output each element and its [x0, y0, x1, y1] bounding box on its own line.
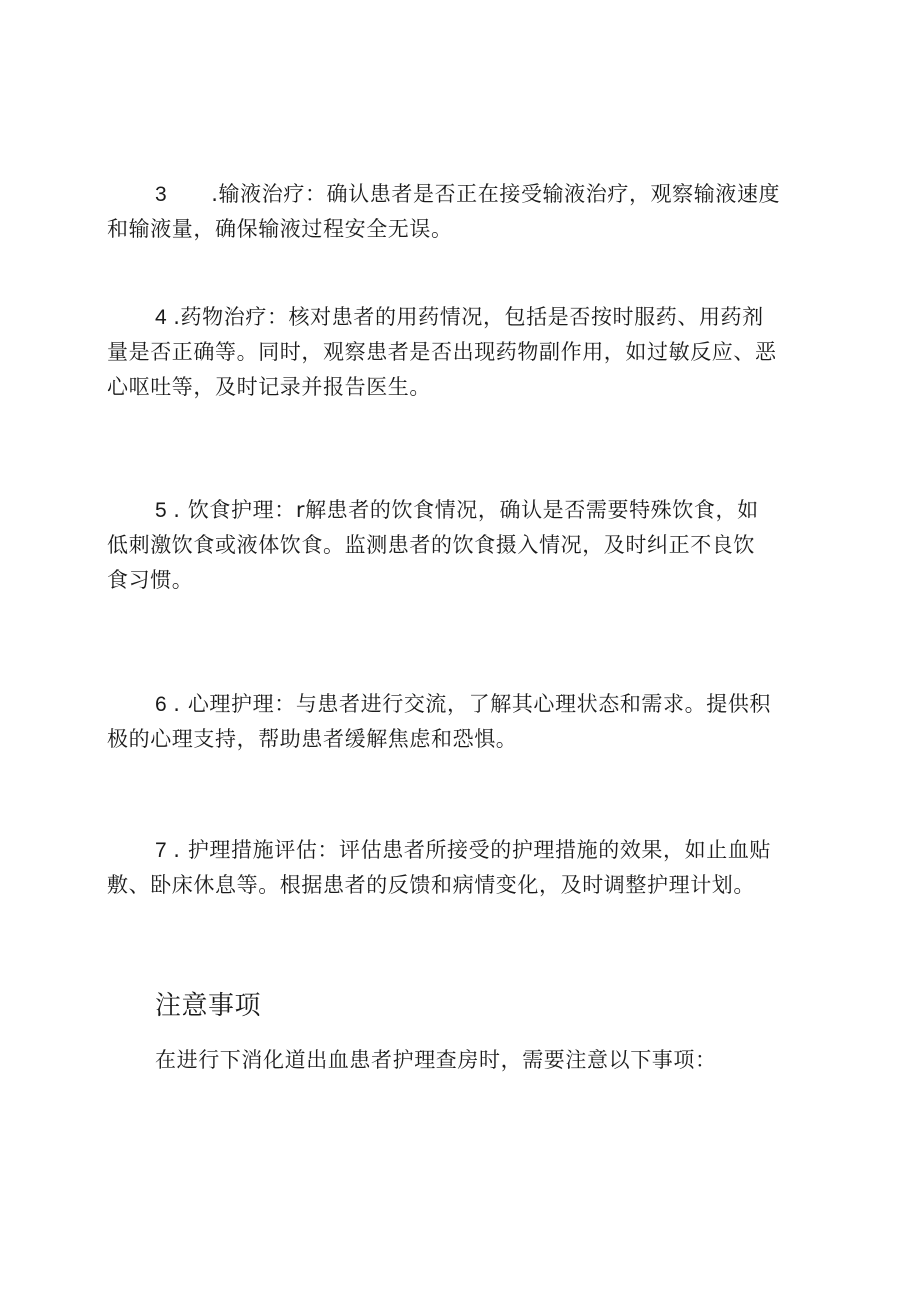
item-text: .药物治疗：核对患者的用药情况，包括是否按时服药、用药剂: [173, 305, 764, 329]
item-line: 和输液量，确保输液过程安全无误。: [107, 217, 453, 241]
item-line: 食习惯。: [107, 568, 194, 592]
item-psychological-care: [107, 687, 827, 757]
item-line: 低刺激饮食或液体饮食。监测患者的饮食摄入情况，及时纠正不良饮: [107, 533, 755, 557]
item-number: 4: [155, 306, 168, 329]
item-line: [107, 687, 827, 722]
section-intro: 在进行下消化道出血患者护理查房时，需要注意以下事项：: [155, 1048, 717, 1072]
item-line: 心呕吐等，及时记录并报告医生。: [107, 375, 431, 399]
item-number: 6: [155, 693, 168, 716]
item-care-evaluation: [107, 833, 827, 903]
item-number: 7: [155, 839, 168, 862]
item-line: 敷、卧床休息等。根据患者的反馈和病情变化，及时调整护理计划。: [107, 873, 755, 897]
item-line: [107, 177, 827, 212]
item-text: . 护理措施评估：评估患者所接受的护理措施的效果，如止血贴: [173, 838, 772, 862]
item-line: 量是否正确等。同时，观察患者是否出现药物副作用，如过敏反应、恶: [107, 340, 777, 364]
item-text: .输液治疗：确认患者是否正在接受输液治疗，观察输液速度: [211, 182, 781, 206]
item-infusion-therapy: [107, 177, 827, 247]
item-line: [107, 300, 827, 335]
item-line: [107, 493, 827, 528]
item-line: 极的心理支持，帮助患者缓解焦虑和恐惧。: [107, 727, 518, 751]
item-diet-care: [107, 493, 827, 598]
item-text: . 饮食护理：r解患者的饮食情况，确认是否需要特殊饮食，如: [173, 498, 759, 522]
item-line: [107, 833, 827, 868]
item-text: . 心理护理：与患者进行交流，了解其心理状态和需求。提供积: [173, 692, 772, 716]
item-medication-therapy: [107, 300, 827, 405]
item-number: 5: [155, 499, 168, 522]
item-number: 3: [155, 183, 168, 206]
section-heading: 注意事项: [155, 991, 262, 1021]
